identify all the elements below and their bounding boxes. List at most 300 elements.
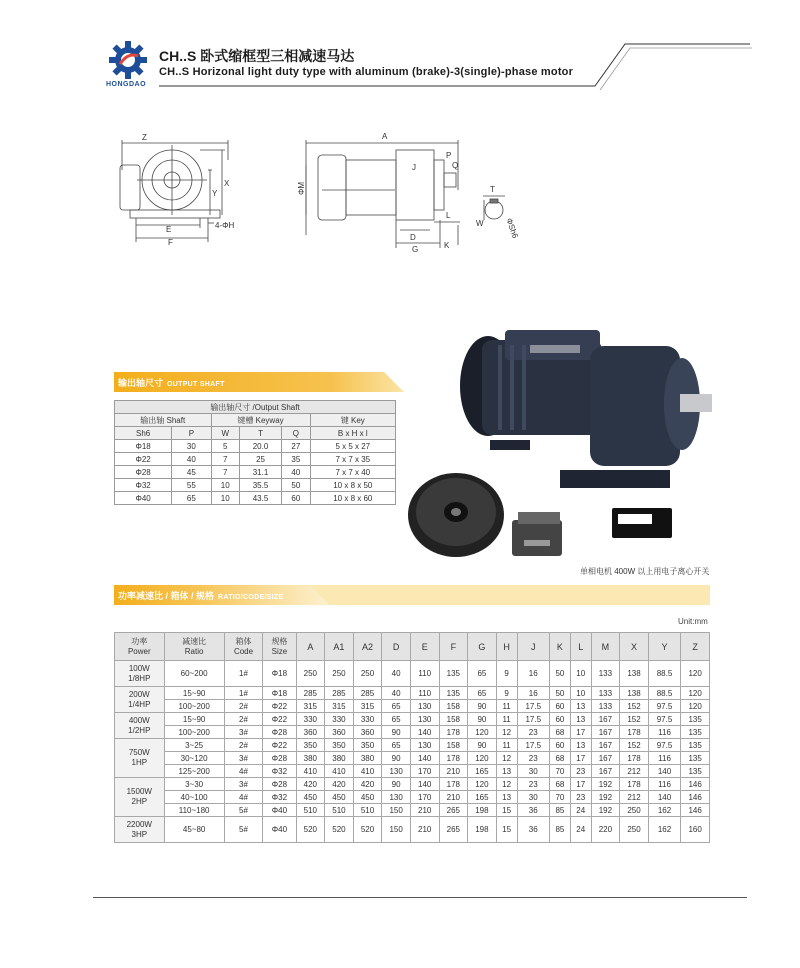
table-cell: Φ22 — [115, 453, 172, 466]
table-cell: 167 — [591, 765, 620, 778]
table-cell: 55 — [172, 479, 211, 492]
table-cell: 130 — [410, 713, 439, 726]
table-cell: 167 — [591, 739, 620, 752]
table-cell: 15 — [496, 804, 517, 817]
table-cell: 315 — [296, 700, 325, 713]
column-header-e: E — [410, 633, 439, 661]
column-header-g: G — [468, 633, 497, 661]
table-cell: 170 — [410, 765, 439, 778]
table-cell: 90 — [382, 752, 411, 765]
table-cell: 68 — [549, 778, 570, 791]
dim-label-a: A — [382, 132, 388, 141]
table-cell: 152 — [620, 713, 649, 726]
table-cell: 30 — [172, 440, 211, 453]
table-cell: 116 — [648, 726, 680, 739]
table-cell: 315 — [325, 700, 354, 713]
key-group-header: 键 Key — [310, 414, 395, 427]
table-cell: 110~180 — [164, 804, 224, 817]
table-cell: 40 — [382, 661, 411, 687]
table-cell: Φ22 — [263, 739, 296, 752]
power-text: 100W — [128, 663, 150, 673]
table-cell: 125~200 — [164, 765, 224, 778]
gear-motor-photo — [460, 330, 712, 488]
column-header-text: Size — [271, 646, 288, 656]
table-cell: 60 — [549, 713, 570, 726]
table-cell: Φ18 — [263, 661, 296, 687]
table-cell: Φ28 — [263, 726, 296, 739]
table-cell: 116 — [648, 752, 680, 765]
power-text: 3HP — [131, 829, 148, 839]
table-row — [115, 817, 710, 843]
table-cell: 212 — [620, 765, 649, 778]
table-cell: Φ22 — [263, 713, 296, 726]
power-cell — [115, 661, 165, 687]
table-cell: 15 — [496, 817, 517, 843]
table-cell: 11 — [496, 700, 517, 713]
dim-label-z: Z — [142, 133, 147, 142]
table-cell: 4# — [224, 765, 263, 778]
table-cell: 135 — [439, 687, 468, 700]
ratio-banner-cn: 功率减速比 / 箱体 / 规格 — [118, 591, 215, 601]
table-cell: 130 — [410, 700, 439, 713]
table-cell: 120 — [468, 726, 497, 739]
dim-label-l: L — [446, 211, 451, 220]
table-cell: 9 — [496, 661, 517, 687]
column-header-z: Z — [681, 633, 710, 661]
table-cell: 30 — [517, 791, 549, 804]
table-cell: Φ32 — [115, 479, 172, 492]
table-cell: 140 — [410, 778, 439, 791]
table-cell: 90 — [382, 726, 411, 739]
table-cell: 162 — [648, 817, 680, 843]
table-cell: 130 — [382, 765, 411, 778]
table-cell: 88.5 — [648, 687, 680, 700]
column-header-text: Power — [127, 646, 151, 656]
table-cell: Φ28 — [263, 778, 296, 791]
table-cell: Φ40 — [115, 492, 172, 505]
table-cell: 97.5 — [648, 713, 680, 726]
table-cell: Φ18 — [263, 687, 296, 700]
table-cell: 27 — [282, 440, 310, 453]
table-cell: 3~25 — [164, 739, 224, 752]
output-shaft-banner — [114, 372, 404, 392]
dim-label-y: Y — [212, 189, 218, 198]
table-cell: 510 — [325, 804, 354, 817]
table-row — [115, 479, 396, 492]
table-cell: 158 — [439, 713, 468, 726]
table-cell: 12 — [496, 778, 517, 791]
table-cell: 152 — [620, 739, 649, 752]
dim-label-s: ΦSh6 — [504, 217, 520, 240]
brake-disc-photo — [408, 473, 504, 557]
table-cell: Φ40 — [263, 804, 296, 817]
table-cell: 13 — [570, 713, 591, 726]
table-cell: 360 — [353, 726, 382, 739]
column-header-text: 规格 — [271, 636, 288, 646]
dim-label-hole: 4-ΦH — [215, 221, 235, 230]
table-cell: 20.0 — [239, 440, 281, 453]
table-cell: 15~90 — [164, 687, 224, 700]
table-cell: 10 — [211, 492, 239, 505]
table-cell: 10 — [211, 479, 239, 492]
column-header: Q — [282, 427, 310, 440]
table-cell: 220 — [591, 817, 620, 843]
table-cell: 85 — [549, 804, 570, 817]
table-cell: 135 — [681, 713, 710, 726]
column-header: P — [172, 427, 211, 440]
table-cell: 40 — [382, 687, 411, 700]
table-cell: 520 — [353, 817, 382, 843]
table-cell: 3# — [224, 726, 263, 739]
power-text: 2200W — [126, 819, 152, 829]
table-cell: 420 — [353, 778, 382, 791]
table-row — [115, 804, 710, 817]
dim-label-d: D — [410, 233, 416, 242]
table-cell: 17 — [570, 726, 591, 739]
table-cell: 350 — [296, 739, 325, 752]
power-cell — [115, 817, 165, 843]
table-cell: 40 — [282, 466, 310, 479]
table-cell: 410 — [325, 765, 354, 778]
table-cell: 13 — [496, 765, 517, 778]
table-row — [115, 791, 710, 804]
table-cell: 165 — [468, 765, 497, 778]
table-row — [115, 492, 396, 505]
table-cell: 25 — [239, 453, 281, 466]
table-cell: 170 — [410, 791, 439, 804]
table-cell: 138 — [620, 687, 649, 700]
table-cell: 31.1 — [239, 466, 281, 479]
table-cell: 330 — [353, 713, 382, 726]
table-cell: 130 — [382, 791, 411, 804]
table-cell: 520 — [296, 817, 325, 843]
table-cell: 65 — [468, 687, 497, 700]
table-cell: 17 — [570, 752, 591, 765]
table-cell: 450 — [296, 791, 325, 804]
table-cell: 116 — [648, 778, 680, 791]
dim-label-w: W — [476, 219, 484, 228]
table-cell: 135 — [681, 726, 710, 739]
table-cell: 65 — [468, 661, 497, 687]
table-cell: 70 — [549, 765, 570, 778]
table-cell: 330 — [325, 713, 354, 726]
table-cell: 360 — [296, 726, 325, 739]
table-cell: 152 — [620, 700, 649, 713]
table-cell: 192 — [591, 778, 620, 791]
ratio-code-size-banner — [114, 585, 710, 605]
table-cell: 3~30 — [164, 778, 224, 791]
table-cell: 7 x 7 x 35 — [310, 453, 395, 466]
table-cell: 7 x 7 x 40 — [310, 466, 395, 479]
table-cell: 285 — [296, 687, 325, 700]
power-text: 200W — [128, 689, 150, 699]
power-text: 2HP — [131, 797, 148, 806]
table-cell: 167 — [591, 752, 620, 765]
table-cell: 2# — [224, 739, 263, 752]
rectifier-module-photo — [512, 512, 562, 556]
table-cell: Φ32 — [263, 765, 296, 778]
table-cell: 450 — [353, 791, 382, 804]
column-header-j: J — [517, 633, 549, 661]
dim-label-j: J — [412, 163, 416, 172]
table-cell: 24 — [570, 804, 591, 817]
table-cell: 11 — [496, 713, 517, 726]
table-cell: 1# — [224, 687, 263, 700]
column-header-k: K — [549, 633, 570, 661]
column-header-y: Y — [648, 633, 680, 661]
table-cell: 110 — [410, 661, 439, 687]
table-cell: 65 — [382, 713, 411, 726]
table-row — [115, 713, 710, 726]
power-cell — [115, 687, 165, 713]
column-header-a2: A2 — [353, 633, 382, 661]
table-cell: Φ28 — [115, 466, 172, 479]
table-cell: 36 — [517, 817, 549, 843]
column-header: T — [239, 427, 281, 440]
table-cell: 65 — [172, 492, 211, 505]
table-cell: 1# — [224, 661, 263, 687]
power-text: 1HP — [131, 758, 148, 767]
column-header-a: A — [296, 633, 325, 661]
column-header-d: D — [382, 633, 411, 661]
table-cell: 30 — [517, 765, 549, 778]
table-cell: 178 — [620, 726, 649, 739]
table-cell: 7 — [211, 453, 239, 466]
column-header-h: H — [496, 633, 517, 661]
table-cell: Φ18 — [115, 440, 172, 453]
table-cell: 40 — [172, 453, 211, 466]
output-shaft-banner-en: OUTPUT SHAFT — [167, 381, 225, 388]
table-cell: 165 — [468, 791, 497, 804]
table-cell: 13 — [496, 791, 517, 804]
table-cell: Φ22 — [263, 700, 296, 713]
table-cell: 17.5 — [517, 713, 549, 726]
table-cell: 250 — [353, 661, 382, 687]
table-cell: 146 — [681, 791, 710, 804]
table-cell: 133 — [591, 661, 620, 687]
table-cell: 265 — [439, 804, 468, 817]
table-cell: 135 — [439, 661, 468, 687]
column-header-ratio — [164, 633, 224, 661]
table-cell: 198 — [468, 804, 497, 817]
column-header-x: X — [620, 633, 649, 661]
table-cell: 65 — [382, 739, 411, 752]
table-cell: 380 — [296, 752, 325, 765]
column-header-text: Ratio — [184, 646, 204, 656]
table-cell: 12 — [496, 726, 517, 739]
table-cell: 146 — [681, 804, 710, 817]
table-cell: 68 — [549, 726, 570, 739]
table-cell: 16 — [517, 687, 549, 700]
table-row — [115, 453, 396, 466]
dim-label-k: K — [444, 241, 450, 250]
table-cell: 158 — [439, 700, 468, 713]
table-cell: 265 — [439, 817, 468, 843]
table-cell: 100~200 — [164, 726, 224, 739]
table-cell: 178 — [620, 778, 649, 791]
table-cell: 250 — [325, 661, 354, 687]
table-cell: 5 x 5 x 27 — [310, 440, 395, 453]
dim-label-t: T — [490, 185, 495, 194]
table-cell: 23 — [570, 765, 591, 778]
table-cell: 23 — [517, 726, 549, 739]
table-cell: 45~80 — [164, 817, 224, 843]
table-cell: 43.5 — [239, 492, 281, 505]
table-cell: 138 — [620, 661, 649, 687]
table-cell: 330 — [296, 713, 325, 726]
table-row — [115, 739, 710, 752]
table-cell: 150 — [382, 817, 411, 843]
dim-label-x: X — [224, 179, 230, 188]
table-cell: 146 — [681, 778, 710, 791]
power-cell — [115, 739, 165, 778]
dim-label-m: ΦM — [297, 181, 306, 195]
table-cell: 250 — [296, 661, 325, 687]
table-cell: 13 — [570, 700, 591, 713]
table-cell: 11 — [496, 739, 517, 752]
dim-label-e: E — [166, 225, 172, 234]
column-header-size — [263, 633, 296, 661]
column-header-text: 功率 — [131, 636, 148, 646]
table-cell: 97.5 — [648, 739, 680, 752]
table-cell: 178 — [620, 752, 649, 765]
table-cell: 198 — [468, 817, 497, 843]
table-cell: 167 — [591, 726, 620, 739]
table-cell: 360 — [325, 726, 354, 739]
table-cell: 250 — [620, 817, 649, 843]
table-cell: 60 — [549, 739, 570, 752]
power-text: 750W — [128, 748, 150, 757]
power-text: 400W — [128, 715, 150, 725]
table-cell: 210 — [439, 791, 468, 804]
page-title-en: CH..S Horizonal light duty type with aluminum (brake)-3(single)-phase motor — [159, 66, 574, 78]
column-header: Sh6 — [115, 427, 172, 440]
table-cell: 60~200 — [164, 661, 224, 687]
switch-module-photo — [612, 508, 672, 538]
table-cell: 120 — [681, 661, 710, 687]
table-cell: 250 — [620, 804, 649, 817]
table-cell: 450 — [325, 791, 354, 804]
power-text: 1/4HP — [128, 699, 151, 709]
table-cell: 520 — [325, 817, 354, 843]
shaft-group-header: 输出轴 Shaft — [115, 414, 212, 427]
table-cell: 15~90 — [164, 713, 224, 726]
power-cell — [115, 778, 165, 817]
table-cell: 410 — [296, 765, 325, 778]
brand-name: HONGDAO — [106, 81, 147, 88]
table-cell: 285 — [353, 687, 382, 700]
table-cell: 12 — [496, 752, 517, 765]
table-cell: 23 — [517, 752, 549, 765]
dim-label-f: F — [168, 238, 173, 247]
photo-caption: 单相电机 400W 以上用电子离心开关 — [580, 567, 710, 576]
ratio-code-size-table — [114, 632, 710, 843]
table-cell: Φ40 — [263, 817, 296, 843]
power-text: 1500W — [126, 787, 152, 796]
column-header-power — [115, 633, 165, 661]
table-cell: 510 — [353, 804, 382, 817]
table-cell: 50 — [549, 661, 570, 687]
table-cell: 120 — [681, 687, 710, 700]
column-header-a1: A1 — [325, 633, 354, 661]
table-cell: 97.5 — [648, 700, 680, 713]
table-row — [115, 752, 710, 765]
table-cell: 90 — [468, 739, 497, 752]
table-cell: 5 — [211, 440, 239, 453]
ratio-table-header-row — [115, 633, 710, 661]
table-cell: 160 — [681, 817, 710, 843]
column-header-text: Code — [233, 646, 254, 656]
table-cell: 13 — [570, 739, 591, 752]
table-cell: 9 — [496, 687, 517, 700]
table-cell: 420 — [296, 778, 325, 791]
table-cell: 17.5 — [517, 700, 549, 713]
table-cell: 350 — [325, 739, 354, 752]
table-cell: 210 — [410, 804, 439, 817]
table-cell: 50 — [549, 687, 570, 700]
dim-label-g: G — [412, 245, 419, 254]
column-header: W — [211, 427, 239, 440]
table-cell: 24 — [570, 817, 591, 843]
shaft-table-column-headers — [115, 427, 396, 440]
table-cell: 5# — [224, 804, 263, 817]
table-cell: 315 — [353, 700, 382, 713]
table-cell: 135 — [681, 765, 710, 778]
table-cell: 35 — [282, 453, 310, 466]
table-cell: 212 — [620, 791, 649, 804]
page-title-cn: CH..S 卧式缩框型三相减速马达 — [159, 48, 355, 64]
table-cell: 36 — [517, 804, 549, 817]
table-row — [115, 687, 710, 700]
table-row — [115, 466, 396, 479]
column-header-code — [224, 633, 263, 661]
output-shaft-table — [114, 400, 396, 505]
column-header-f: F — [439, 633, 468, 661]
table-cell: 510 — [296, 804, 325, 817]
output-shaft-banner-cn: 输出轴尺寸 — [118, 378, 164, 388]
table-cell: 135 — [681, 752, 710, 765]
table-cell: 50 — [282, 479, 310, 492]
unit-label: Unit:mm — [678, 617, 708, 626]
table-cell: 90 — [382, 778, 411, 791]
table-cell: 60 — [282, 492, 310, 505]
table-cell: 10 — [570, 687, 591, 700]
column-header-text: 减速比 — [182, 636, 207, 646]
table-cell: 30~120 — [164, 752, 224, 765]
table-cell: 23 — [570, 791, 591, 804]
table-cell: 350 — [353, 739, 382, 752]
table-cell: 192 — [591, 791, 620, 804]
table-cell: 140 — [648, 765, 680, 778]
table-cell: 17.5 — [517, 739, 549, 752]
table-cell: 178 — [439, 778, 468, 791]
table-cell: 90 — [468, 700, 497, 713]
table-cell: 130 — [410, 739, 439, 752]
table-row — [115, 778, 710, 791]
shaft-table-title: 输出轴尺寸 /Output Shaft — [115, 401, 396, 414]
table-cell: 88.5 — [648, 661, 680, 687]
table-cell: 10 x 8 x 60 — [310, 492, 395, 505]
table-row — [115, 700, 710, 713]
table-cell: 70 — [549, 791, 570, 804]
table-cell: 192 — [591, 804, 620, 817]
table-cell: 140 — [648, 791, 680, 804]
table-cell: 3# — [224, 752, 263, 765]
column-header: B x H x l — [310, 427, 395, 440]
table-cell: 120 — [468, 778, 497, 791]
table-cell: 162 — [648, 804, 680, 817]
table-cell: 17 — [570, 778, 591, 791]
